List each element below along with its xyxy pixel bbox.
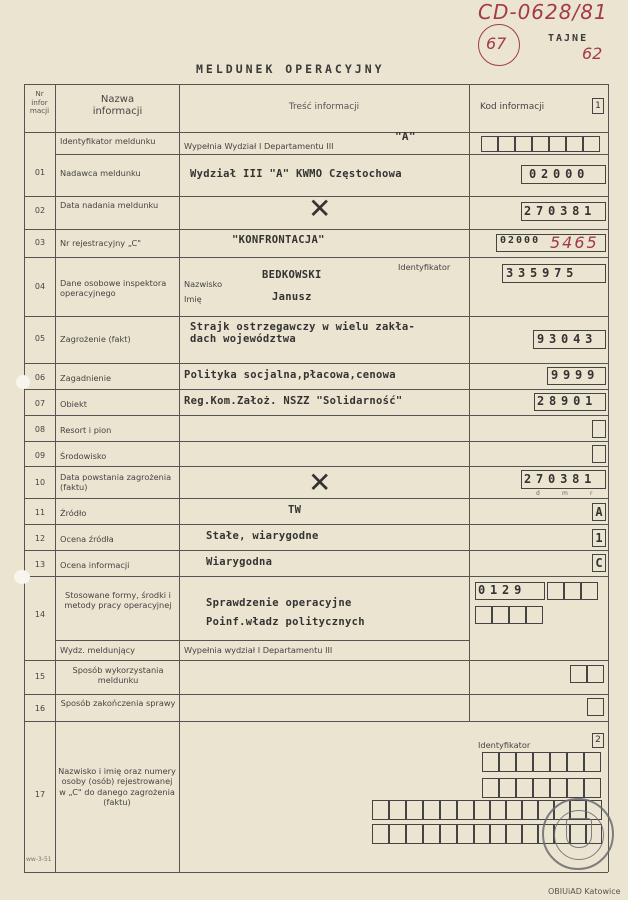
sender-value: Wydział III "A" KWMO Częstochowa	[190, 168, 402, 180]
department-code-box	[592, 420, 606, 438]
row-line	[24, 415, 608, 416]
object-code: 28901	[537, 394, 598, 408]
row-line	[24, 257, 608, 258]
inspector-ident-label: Identyfikator	[398, 262, 451, 272]
usage-code-cell	[587, 665, 604, 683]
dept-sub-line	[55, 640, 469, 641]
persons-code-cell	[389, 800, 406, 820]
source-rating-value: Stałe, wiarygodne	[206, 530, 319, 542]
methods-code-cell	[581, 582, 598, 600]
row-number: 17	[34, 790, 46, 799]
persons-code-cell	[506, 800, 522, 820]
inspector-code: 335975	[506, 266, 579, 280]
row-number: 15	[34, 672, 46, 681]
methods-value-line1: Sprawdzenie operacyjne	[206, 597, 352, 609]
usage-code-cell	[570, 665, 587, 683]
persons-code-cell	[372, 824, 389, 844]
persons-code-cell	[522, 824, 538, 844]
methods-code: 0129	[478, 583, 527, 597]
threat-date-year-caption: r	[590, 490, 593, 497]
ident-code-cell	[532, 136, 549, 152]
registration-label: Nr rejestracyjny „C"	[60, 238, 142, 248]
persons-code-cell	[584, 778, 601, 798]
row-number: 14	[34, 610, 46, 619]
send-date-label: Data nadania meldunku	[60, 200, 159, 210]
row-number: 01	[34, 168, 46, 177]
persons-code-cell	[457, 800, 474, 820]
row-number: 02	[34, 206, 46, 215]
persons-code-cell	[490, 800, 506, 820]
row-number: 11	[34, 508, 46, 517]
punch-hole	[16, 375, 30, 389]
source-value: TW	[288, 504, 302, 516]
closure-label: Sposób zakończenia sprawy	[60, 698, 176, 708]
row-line	[24, 389, 608, 390]
persons-code-cell	[584, 752, 601, 772]
row-line	[24, 694, 608, 695]
punch-hole	[14, 570, 30, 584]
col-header-content: Treść informacji	[288, 102, 360, 112]
archive-stamp	[542, 798, 614, 870]
persons-label: Nazwisko i imię oraz numery osoby (osób) rejestrowanej w „C" do danego zagrożenia (faktu)	[58, 766, 176, 807]
usage-label: Sposób wykorzystania meldunku	[72, 665, 164, 686]
persons-code-cell	[522, 800, 538, 820]
source-rating-label: Ocena źródła	[60, 534, 114, 544]
persons-code-cell	[423, 800, 440, 820]
col-line-name	[179, 84, 180, 872]
row-number: 16	[34, 704, 46, 713]
methods-label: Stosowane formy, środki i metody pracy operacyjnej	[64, 590, 172, 611]
source-label: Źródło	[60, 508, 87, 518]
ident-code-cell	[583, 136, 600, 152]
sender-code: 02000	[529, 167, 590, 181]
row-number: 10	[34, 478, 46, 487]
methods-code-cell	[547, 582, 564, 600]
row-line	[24, 441, 608, 442]
threat-date-label: Data powstania zagrożenia (faktu)	[60, 472, 172, 493]
row-number: 07	[34, 399, 46, 408]
persons-code-cell	[482, 752, 499, 772]
surname-value: BEDKOWSKI	[262, 269, 322, 281]
persons-code-cell	[533, 752, 550, 772]
persons-code-cell	[567, 778, 584, 798]
send-date-code: 270381	[524, 204, 597, 218]
ident-code-cell	[549, 136, 566, 152]
threat-date-code: 270381	[524, 472, 597, 486]
row-number: 13	[34, 560, 46, 569]
persons-code-cell	[406, 800, 423, 820]
reporting-dept-content: Wypełnia wydział I Departamentu III	[184, 645, 333, 655]
persons-code-cell	[440, 824, 457, 844]
persons-code-cell	[490, 824, 506, 844]
persons-code-cell	[499, 778, 516, 798]
frame-top	[24, 84, 608, 85]
persons-code-cell	[482, 778, 499, 798]
issue-label: Zagadnienie	[60, 373, 112, 383]
threat-code: 93043	[537, 332, 598, 346]
send-date-cross: ✕	[308, 192, 332, 225]
source-code: A	[592, 503, 606, 521]
archive-number: CD-0628/81	[478, 0, 608, 24]
stamp-caption: OBIUiAD Katowice	[548, 887, 621, 896]
persons-code-cell	[567, 752, 584, 772]
registration-value: "KONFRONTACJA"	[232, 234, 325, 246]
threat-label: Zagrożenie (fakt)	[60, 334, 131, 344]
row-line	[24, 576, 608, 577]
registration-code-handwritten: 5465	[550, 233, 599, 252]
row-number: 04	[34, 282, 46, 291]
row-line	[24, 550, 608, 551]
row-number: 05	[34, 334, 46, 343]
threat-value-line2: dach województwa	[190, 333, 296, 345]
persons-code-cell	[499, 752, 516, 772]
ident-code-cell	[498, 136, 515, 152]
row-line	[24, 660, 608, 661]
persons-code-cell	[474, 824, 490, 844]
row-number: 08	[34, 425, 46, 434]
col-header-number: Nr infor macji	[29, 89, 50, 116]
persons-code-cell	[474, 800, 490, 820]
sender-label: Nadawca meldunku	[60, 168, 141, 178]
source-rating-code: 1	[592, 529, 606, 547]
persons-code-cell	[440, 800, 457, 820]
first-name-label: Imię	[184, 294, 202, 304]
ident-code-cell	[566, 136, 583, 152]
row-line	[24, 316, 608, 317]
row-line	[24, 524, 608, 525]
row-number: 03	[34, 238, 46, 247]
persons-code-cell	[550, 752, 567, 772]
ident-code-cell	[481, 136, 498, 152]
surname-label: Nazwisko	[184, 279, 223, 289]
persons-code-cell	[372, 800, 389, 820]
persons-code-cell	[389, 824, 406, 844]
circled-number: 67	[486, 34, 507, 53]
methods-code-cell	[509, 606, 526, 624]
col-header-name: Nazwa informacji	[92, 94, 143, 117]
info-rating-code: C	[592, 554, 606, 572]
persons-code-cell	[550, 778, 567, 798]
persons-ident-label: Identyfikator	[478, 740, 531, 750]
col-header-code: Kod informacji	[480, 102, 545, 112]
methods-code-cell	[564, 582, 581, 600]
ident-content: Wypełnia Wydział I Departamentu III	[184, 141, 334, 151]
closure-code-cell	[587, 698, 604, 716]
persons-code-cell	[406, 824, 423, 844]
info-rating-value: Wiarygodna	[206, 556, 273, 568]
form-title: MELDUNEK OPERACYJNY	[196, 62, 385, 76]
header-bottom-line	[24, 132, 608, 133]
registration-code-typed: 02000	[500, 235, 541, 246]
row-number: 09	[34, 451, 46, 460]
ident-code-cell	[515, 136, 532, 152]
ident-stamp: "A"	[395, 130, 416, 143]
persons-code-cell	[423, 824, 440, 844]
object-label: Obiekt	[60, 399, 87, 409]
environment-code-box	[592, 445, 606, 463]
persons-box: 2	[592, 733, 604, 748]
ident-sub-line	[55, 154, 608, 155]
threat-value-line1: Strajk ostrzegawczy w wielu zakła-	[190, 321, 416, 333]
row-number: 06	[34, 373, 46, 382]
threat-date-cross: ✕	[308, 466, 332, 499]
col-line-content	[469, 84, 470, 721]
environment-label: Środowisko	[60, 451, 107, 461]
frame-right	[608, 84, 609, 872]
ident-label: Identyfikator meldunku	[60, 136, 156, 146]
methods-code-cell	[492, 606, 509, 624]
row-number: 12	[34, 534, 46, 543]
frame-bottom	[24, 872, 608, 873]
persons-code-cell	[533, 778, 550, 798]
code-header-box: 1	[592, 98, 604, 114]
inspector-label: Dane osobowe inspektora operacyjnego	[60, 278, 167, 299]
department-label: Resort i pion	[60, 425, 112, 435]
eagle-emblem-icon	[566, 818, 592, 848]
row-line	[24, 363, 608, 364]
info-rating-label: Ocena informacji	[60, 560, 130, 570]
methods-code-cell	[526, 606, 543, 624]
first-name-value: Janusz	[272, 291, 312, 303]
persons-code-cell	[516, 778, 533, 798]
row-line	[24, 229, 608, 230]
issue-code: 9999	[551, 368, 600, 382]
reporting-dept-label: Wydz. meldunjący	[60, 645, 135, 655]
threat-date-day-caption: d	[536, 490, 540, 497]
persons-code-cell	[516, 752, 533, 772]
threat-date-month-caption: m	[562, 490, 568, 497]
persons-code-cell	[457, 824, 474, 844]
object-value: Reg.Kom.Założ. NSZZ "Solidarność"	[184, 395, 403, 407]
persons-code-cell	[506, 824, 522, 844]
row-line	[24, 721, 608, 722]
issue-value: Polityka socjalna,płacowa,cenowa	[184, 369, 396, 381]
methods-code-cell	[475, 606, 492, 624]
methods-value-line2: Poinf.władz politycznych	[206, 616, 365, 628]
classification-label: TAJNE	[548, 33, 589, 44]
page-number: 62	[582, 44, 603, 63]
form-code: ww-3-51	[26, 856, 52, 863]
